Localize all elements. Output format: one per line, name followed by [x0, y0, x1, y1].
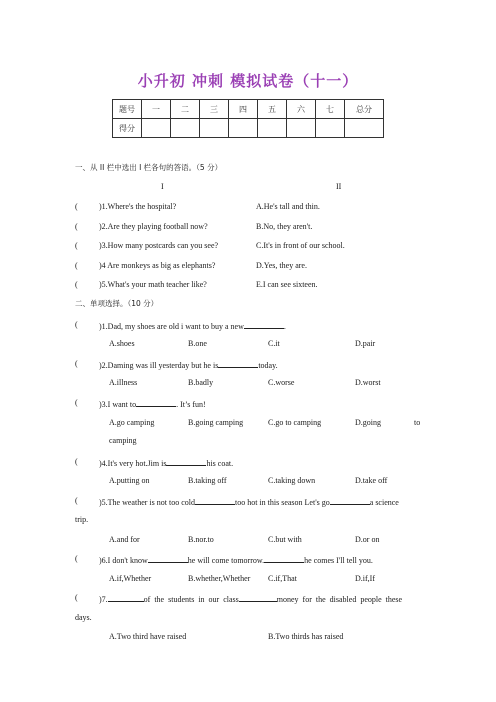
answer-paren: (: [75, 496, 78, 505]
score-cell[interactable]: [287, 119, 316, 138]
question-text: he will come tomorrow.: [187, 556, 265, 565]
option-a: A.go camping: [109, 418, 155, 427]
question-text: money for the disabled people these: [276, 595, 403, 604]
answer-blank[interactable]: [244, 320, 284, 329]
answer-paren: (: [75, 280, 78, 289]
question-text: )1.Dad, my shoes are old i want to buy a new: [99, 322, 244, 331]
question-text: he comes I'll tell you.: [304, 556, 373, 565]
answer-option: E.I can see sixteen.: [256, 280, 318, 289]
score-header-cell: 二: [171, 100, 200, 119]
question-text: . It’s fun!: [176, 400, 206, 409]
answer-option: C.It's in front of our school.: [256, 241, 345, 250]
question-text: )3.How many postcards can you see?: [99, 241, 219, 250]
answer-paren: (: [75, 261, 78, 270]
answer-paren: (: [75, 359, 78, 368]
option-d-continued: camping: [109, 436, 137, 445]
score-table: [112, 99, 384, 138]
answer-paren: (: [75, 241, 78, 250]
option-c: C.taking down: [268, 476, 316, 485]
option-c: C.go to camping: [268, 418, 322, 427]
option-d: D.worst: [355, 378, 381, 387]
option-c: C.it: [268, 339, 280, 348]
question-7: [99, 593, 402, 605]
question-text: )3.I want to: [99, 400, 137, 409]
answer-blank[interactable]: [108, 593, 144, 602]
score-header-cell: 七: [316, 100, 345, 119]
answer-blank[interactable]: [166, 457, 206, 466]
page-title: 小升初 冲刺 模拟试卷（十一）: [137, 72, 359, 90]
answer-option: A.He's tall and thin.: [256, 202, 320, 211]
question-text: )4 Are monkeys as big as elephants?: [99, 261, 216, 270]
score-cell[interactable]: [229, 119, 258, 138]
option-d-continued: to: [414, 418, 421, 427]
question-text: .: [283, 322, 286, 331]
score-cell[interactable]: [171, 119, 200, 138]
question-text: )5.The weather is not too cold: [99, 498, 195, 507]
answer-paren: (: [75, 457, 78, 466]
answer-blank[interactable]: [218, 359, 258, 368]
option-c: C.if,That: [268, 574, 297, 583]
option-a: A.shoes: [109, 339, 135, 348]
answer-paren: (: [75, 593, 78, 602]
question-text: )1.Where's the hospital?: [99, 202, 177, 211]
question-text: )7.: [99, 595, 108, 604]
option-b: B.going camping: [188, 418, 244, 427]
option-c: C.but with: [268, 535, 302, 544]
answer-blank[interactable]: [239, 593, 277, 602]
question-text-continued: trip.: [75, 515, 89, 524]
score-cell[interactable]: [200, 119, 229, 138]
score-table-score-row: [113, 119, 384, 138]
question-text: )4.It's very hot.Jim is: [99, 459, 167, 468]
question-text: )6.I don't know: [99, 556, 148, 565]
answer-blank[interactable]: [264, 554, 304, 563]
question-5: [99, 496, 399, 508]
question-text: a science: [369, 498, 399, 507]
option-a: A.illness: [109, 378, 138, 387]
answer-paren: (: [75, 398, 78, 407]
score-header-cell: 一: [142, 100, 171, 119]
option-d: D.going: [355, 418, 381, 427]
section2-heading: 二、单项选择。（10 分）: [75, 299, 159, 308]
question-text: of the students in our class: [143, 595, 239, 604]
option-b: B.whether,Whether: [188, 574, 251, 583]
score-header-cell: 题号: [113, 100, 142, 119]
score-header-cell: 五: [258, 100, 287, 119]
answer-option: B.No, they aren't.: [256, 222, 313, 231]
answer-option: D.Yes, they are.: [256, 261, 307, 270]
question-text-continued: days.: [75, 613, 92, 622]
answer-blank[interactable]: [330, 496, 370, 505]
score-header-cell: 总分: [345, 100, 384, 119]
question-6: [99, 554, 373, 566]
option-b: B.nor.to: [188, 535, 214, 544]
column-label-i: I: [161, 182, 164, 191]
score-table-header-row: [113, 100, 384, 119]
option-d: D.take off: [355, 476, 388, 485]
option-b: B.Two thirds has raised: [268, 632, 344, 641]
question-text: his coat.: [206, 459, 234, 468]
option-a: A.putting on: [109, 476, 150, 485]
question-text: today.: [258, 361, 278, 370]
answer-paren: (: [75, 554, 78, 563]
option-d: D.or on: [355, 535, 380, 544]
option-d: D.if,If: [355, 574, 375, 583]
option-b: B.taking off: [188, 476, 227, 485]
option-d: D.pair: [355, 339, 376, 348]
question-text: )2.Daming was ill yesterday but he is: [99, 361, 219, 370]
option-c: C.worse: [268, 378, 295, 387]
answer-paren: (: [75, 222, 78, 231]
option-b: B.badly: [188, 378, 214, 387]
score-header-cell: 六: [287, 100, 316, 119]
answer-blank[interactable]: [148, 554, 188, 563]
score-cell[interactable]: [142, 119, 171, 138]
answer-blank[interactable]: [195, 496, 235, 505]
option-a: A.if,Whether: [109, 574, 152, 583]
question-2: [99, 359, 278, 371]
option-b: B.one: [188, 339, 207, 348]
answer-paren: (: [75, 202, 78, 211]
section1-heading: 一、从 II 栏中选出 I 栏各句的答语。（5 分）: [75, 163, 223, 172]
question-4: [99, 457, 233, 469]
option-a: A.Two third have raised: [109, 632, 187, 641]
score-cell[interactable]: [345, 119, 384, 138]
score-cell[interactable]: [258, 119, 287, 138]
column-label-ii: II: [336, 182, 342, 191]
option-a: A.and for: [109, 535, 140, 544]
answer-paren: (: [75, 320, 78, 329]
score-header-cell: 四: [229, 100, 258, 119]
question-text: too hot in this season Let's go: [234, 498, 330, 507]
answer-blank[interactable]: [136, 398, 176, 407]
question-text: )5.What's your math teacher like?: [99, 280, 207, 289]
score-row-label: 得分: [113, 119, 142, 138]
question-3: [99, 398, 206, 410]
question-text: )2.Are they playing football now?: [99, 222, 208, 231]
score-cell[interactable]: [316, 119, 345, 138]
question-1: [99, 320, 286, 332]
score-header-cell: 三: [200, 100, 229, 119]
